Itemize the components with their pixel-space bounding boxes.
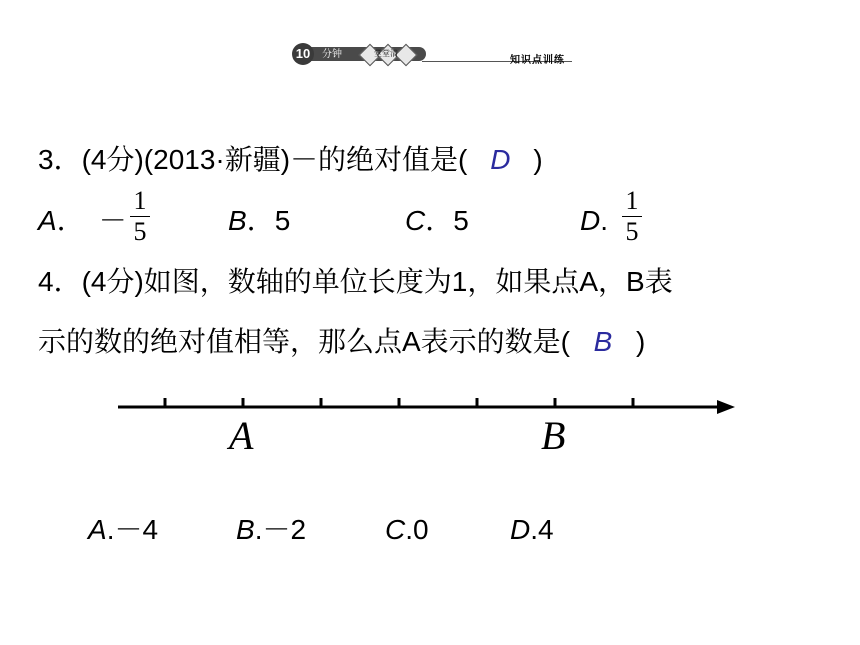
question-3-text: 3．(4分)(2013·新疆)－的绝对值是(: [38, 144, 468, 175]
question-4-close: ): [636, 326, 646, 357]
q4-option-b: [236, 513, 306, 547]
point-b-label: B: [541, 413, 566, 458]
q3-option-a: [38, 204, 127, 238]
question-3-close: ): [533, 144, 543, 175]
header-diamond-badges: [356, 43, 416, 65]
q3-option-b: [228, 204, 290, 238]
page-header: [292, 40, 582, 70]
q4-option-b-letter: B: [236, 514, 255, 545]
q3-option-a-sign: －: [98, 205, 127, 236]
header-badge-text: 分钟: [322, 49, 342, 60]
q4-option-a: [88, 513, 158, 547]
fraction-denominator: 5: [133, 217, 147, 246]
q4-option-c-text: .0: [405, 514, 429, 545]
q3-option-d: [580, 204, 608, 238]
q4-option-d: [510, 513, 554, 547]
question-4-line-2: [38, 325, 645, 359]
number-line-figure: [0, 370, 860, 450]
q4-option-d-text: .4: [530, 514, 554, 545]
point-a-label: A: [229, 413, 254, 458]
q3-option-a-fraction: [130, 188, 150, 245]
number-line-arrow-icon: [717, 400, 735, 414]
q3-option-c-text: 5: [453, 205, 469, 236]
q3-option-b-text: 5: [274, 205, 291, 236]
q3-option-d-sep: .: [600, 205, 609, 236]
question-4-line-1: 4．(4分)如图，数轴的单位长度为1，如果点A，B表: [38, 266, 673, 297]
header-badge-number: 10: [292, 43, 314, 65]
q3-option-a-sep: ．: [56, 205, 85, 236]
fraction-denominator: 5: [625, 217, 639, 246]
question-4-answer: B: [593, 326, 613, 357]
section-title: 知识点训练: [510, 55, 565, 66]
q3-option-d-letter: D: [580, 205, 601, 236]
q3-option-b-sep: ．: [246, 205, 275, 236]
q4-option-c-letter: C: [385, 514, 406, 545]
q3-option-c: [405, 204, 469, 238]
q3-option-b-letter: B: [228, 205, 247, 236]
q3-option-c-sep: ．: [425, 205, 454, 236]
q3-option-a-letter: A: [38, 205, 57, 236]
header-diamond-text: 堂堂清: [374, 49, 398, 58]
q3-option-d-fraction: [622, 188, 642, 245]
q4-option-c: [385, 513, 429, 547]
fraction-numerator: 1: [625, 186, 639, 215]
question-3-stem: [38, 143, 543, 177]
question-3-answer: D: [490, 144, 511, 175]
q4-option-b-text: .－2: [254, 514, 307, 545]
q3-option-c-letter: C: [405, 205, 426, 236]
question-4-text: 示的数的绝对值相等，那么点A表示的数是(: [38, 326, 571, 357]
q4-option-a-text: .－4: [106, 514, 159, 545]
fraction-numerator: 1: [133, 186, 147, 215]
q4-option-d-letter: D: [510, 514, 531, 545]
q4-option-a-letter: A: [88, 514, 107, 545]
